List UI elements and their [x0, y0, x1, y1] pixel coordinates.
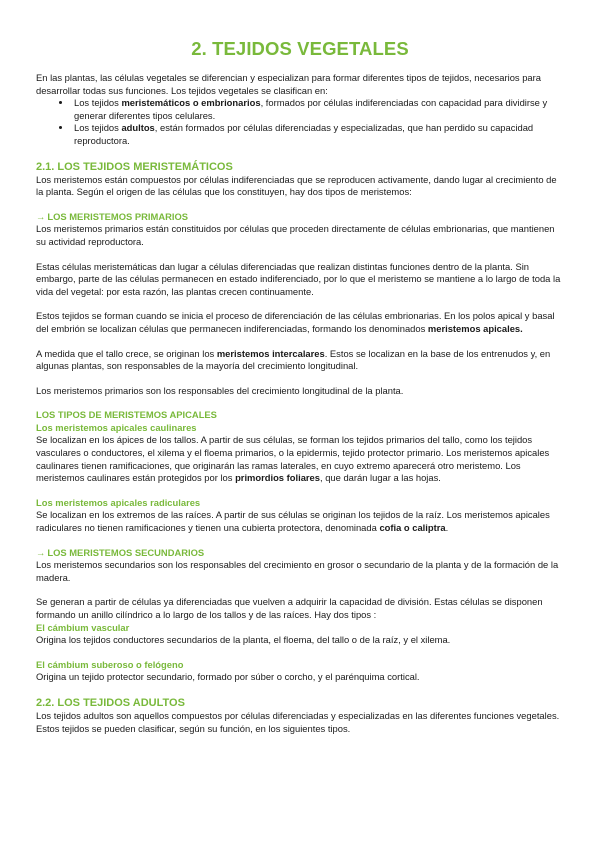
list-item — [72, 97, 566, 122]
bold-term: meristemos intercalares — [216, 347, 325, 359]
paragraph: Origina los tejidos conductores secundarios de la planta, el floema, del tallo o de la raíz, y el xilema. — [36, 634, 451, 646]
text-run: Los tejidos — [74, 97, 122, 109]
paragraph: Se generan a partir de células ya diferenciadas que vuelven a adquirir la capacidad de división. Estas células se disponen formando un anillo cilíndrico a lo largo de los tallos y de las raíces. Hay dos tipos : — [36, 596, 543, 620]
bold-term: adultos — [121, 122, 155, 134]
arrow-right-icon: → — [36, 210, 46, 222]
paragraph: Estas células meristemáticas dan lugar a células diferenciadas que realizan distintas funciones dentro de la planta. Sin embargo, parte de las células permanecen en estado indiferenciado, por lo que el meristemo se mantiene a lo largo de toda la vida del vegetal: por esta razón, las plantas crecen continuamente. — [36, 260, 561, 297]
subsection-label: LOS MERISTEMOS SECUNDARIOS — [47, 546, 205, 558]
subsubsection-heading-radiculares: Los meristemos apicales radiculares — [36, 496, 201, 508]
list-item — [72, 122, 566, 147]
text-run: . Estos se localizan en la base de los entrenudos y, en algunas plantas, son responsables de la mayoría del crecimiento longitudinal. — [36, 347, 551, 372]
bold-term: meristemos apicales. — [427, 322, 523, 334]
text-run: A medida que el tallo crece, se originan los — [36, 347, 217, 359]
text-run: Estos tejidos se forman cuando se inicia el proceso de diferenciación de las células embrionarias. En los polos apical y basal del embrión se localizan células que permanecen indiferenciadas, formando los denominados — [36, 310, 555, 334]
intro-paragraph: En las plantas, las células vegetales se diferencian y especializan para formar diferentes tipos de tejidos, necesarios para desarrollar todas sus funciones. Los tejidos vegetales se clasifican en: — [36, 72, 541, 96]
subsection-heading-apicales: LOS TIPOS DE MERISTEMOS APICALES — [36, 409, 217, 421]
page-title: 2. TEJIDOS VEGETALES — [191, 38, 409, 59]
section-heading-adultos: 2.2. LOS TEJIDOS ADULTOS — [36, 696, 185, 709]
subsubsection-heading-cambium-suberoso: El cámbium suberoso o felógeno — [36, 658, 184, 670]
text-run: , formados por células indiferenciadas con capacidad para dividirse y generar diferentes tipos celulares. — [74, 97, 548, 121]
text-run: Los tejidos — [74, 122, 122, 134]
bold-term: cofia o caliptra — [379, 522, 446, 534]
paragraph: Los meristemos primarios están constituidos por células que proceden directamente de células embrionarias, que mantienen su actividad reproductora. — [36, 223, 555, 247]
document-body — [36, 72, 566, 735]
arrow-right-icon: → — [36, 546, 46, 558]
paragraph — [36, 310, 566, 335]
paragraph: Los meristemos secundarios son los responsables del crecimiento en grosor o secundario de la planta y de la formación de la madera. — [36, 559, 559, 583]
text-run: Se localizan en los ápices de los tallos. A partir de sus células, se forman los tejidos primarios del tallo, como los tejidos vasculares o conductores, el xilema y el floema primarios, o la epidermis, tejido protector primario. Los meristemos apicales caulinares tienen ramificaciones, que originarán las ramas laterales, en cuyo extremo aparecerá otro meristemo. Los meristemos caulinares están protegidos por los — [36, 434, 550, 484]
tissue-types-list — [36, 97, 566, 147]
subsubsection-heading-caulinares: Los meristemos apicales caulinares — [36, 421, 197, 433]
paragraph: Los meristemos están compuestos por células indiferenciadas que se reproducen activamente, dando lugar al crecimiento de la planta. Según el origen de las células que los constituyen, hay dos tipos de meristemos: — [36, 173, 557, 198]
paragraph — [36, 434, 566, 484]
subsection-heading-secundarios — [36, 547, 566, 560]
text-run: Se localizan en los extremos de las raíces. A partir de sus células se originan los tejidos de la raíz. Los meristemos apicales radiculares no tienen ramificaciones y tienen una cubierta protectora, denominada — [36, 509, 550, 534]
subsection-heading-primarios — [36, 211, 566, 224]
subsubsection-heading-cambium-vascular: El cámbium vascular — [36, 621, 130, 633]
paragraph — [36, 348, 566, 373]
bold-term: meristemáticos o embrionarios — [121, 97, 261, 109]
paragraph: Los tejidos adultos son aquellos compuestos por células diferenciadas y especializadas en las diferentes funciones vegetales. Estos tejidos se pueden clasificar, según su función, en los siguientes tipos. — [36, 709, 560, 734]
paragraph: Origina un tejido protector secundario, formado por súber o corcho, y el parénquima cortical. — [36, 671, 420, 683]
text-run: , están formados por células diferenciadas y especializadas, que han perdido su capacidad reproductora. — [74, 122, 534, 146]
paragraph: Los meristemos primarios son los responsables del crecimiento longitudinal de la planta. — [36, 384, 404, 396]
text-run: , que darán lugar a las hojas. — [319, 472, 441, 484]
subsection-label: LOS MERISTEMOS PRIMARIOS — [47, 210, 189, 222]
bold-term: primordios foliares — [235, 472, 320, 484]
section-heading-meristematicos: 2.1. LOS TEJIDOS MERISTEMÁTICOS — [36, 160, 233, 173]
paragraph — [36, 509, 566, 534]
text-run: . — [445, 522, 449, 534]
